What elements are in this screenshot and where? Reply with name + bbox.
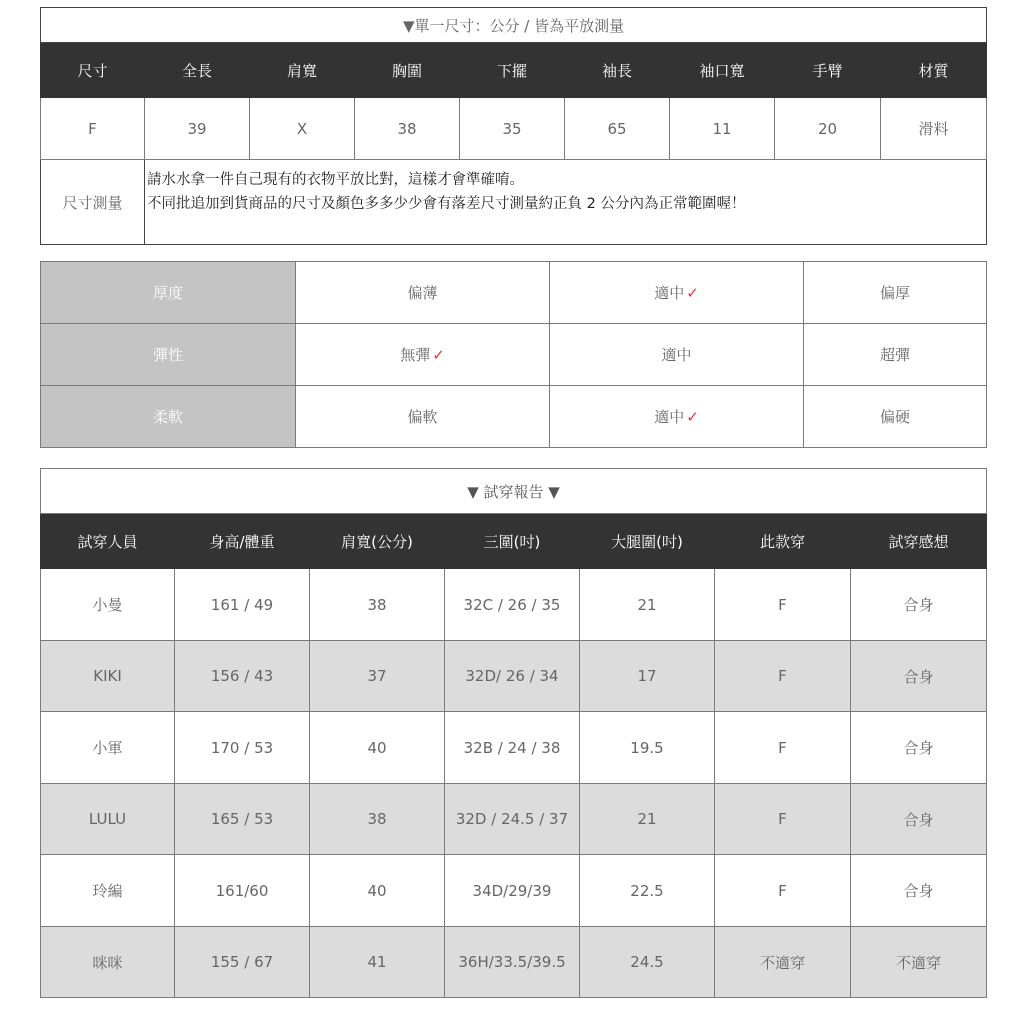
size-note-row xyxy=(41,160,987,245)
report-row xyxy=(41,927,987,998)
size-table-caption: ▼單一尺寸：公分 / 皆為平放測量 xyxy=(41,8,987,43)
report-cell: LULU xyxy=(41,784,175,855)
fabric-attr-label: 柔軟 xyxy=(41,386,296,448)
report-cell: 32C / 26 / 35 xyxy=(445,569,580,641)
report-cell: 小軍 xyxy=(41,712,175,784)
report-cell: 155 / 67 xyxy=(175,927,310,998)
fabric-option-label: 適中 xyxy=(654,284,685,302)
fabric-option-label: 適中 xyxy=(654,408,685,426)
report-cell: 玲編 xyxy=(41,855,175,927)
size-value-cell: 35 xyxy=(460,98,565,160)
size-value-cell: 39 xyxy=(145,98,250,160)
size-value-cell: 11 xyxy=(670,98,775,160)
size-note-line: 不同批追加到貨商品的尺寸及顏色多多少少會有落差尺寸測量約正負 2 公分內為正常範圍喔！ xyxy=(147,196,746,212)
report-cell: 合身 xyxy=(851,784,987,855)
report-header-cell: 試穿感想 xyxy=(851,514,987,569)
fabric-row xyxy=(41,324,987,386)
fabric-option-label: 偏軟 xyxy=(407,408,438,426)
size-header-cell: 袖口寬 xyxy=(670,43,775,98)
report-cell: 161 / 49 xyxy=(175,569,310,641)
report-cell: 不適穿 xyxy=(715,927,851,998)
report-row xyxy=(41,641,987,712)
report-cell: 41 xyxy=(310,927,445,998)
fabric-option xyxy=(550,262,804,324)
fabric-option-label: 偏硬 xyxy=(879,408,910,426)
report-row xyxy=(41,569,987,641)
report-cell: 19.5 xyxy=(580,712,715,784)
fabric-row xyxy=(41,386,987,448)
report-cell: 32D/ 26 / 34 xyxy=(445,641,580,712)
fabric-option-label: 無彈 xyxy=(400,346,431,364)
report-cell: 不適穿 xyxy=(851,927,987,998)
report-table xyxy=(40,468,987,998)
size-value-cell: F xyxy=(41,98,145,160)
size-value-cell: 滑料 xyxy=(881,98,987,160)
report-cell: 合身 xyxy=(851,641,987,712)
fabric-option xyxy=(296,262,550,324)
fabric-option xyxy=(550,324,804,386)
report-cell: F xyxy=(715,784,851,855)
report-cell: KIKI xyxy=(41,641,175,712)
fabric-option xyxy=(296,386,550,448)
report-cell: 22.5 xyxy=(580,855,715,927)
fabric-option xyxy=(296,324,550,386)
report-cell: 38 xyxy=(310,569,445,641)
size-value-cell: 38 xyxy=(355,98,460,160)
fabric-table xyxy=(40,261,987,448)
report-header-cell: 肩寬(公分) xyxy=(310,514,445,569)
report-cell: 咪咪 xyxy=(41,927,175,998)
size-header-cell: 全長 xyxy=(145,43,250,98)
size-value-cell: X xyxy=(250,98,355,160)
report-cell: 37 xyxy=(310,641,445,712)
size-header-cell: 尺寸 xyxy=(41,43,145,98)
fabric-option-label: 超彈 xyxy=(879,346,910,364)
report-cell: 小曼 xyxy=(41,569,175,641)
report-header-row xyxy=(41,514,987,569)
size-header-cell: 肩寬 xyxy=(250,43,355,98)
report-cell: 17 xyxy=(580,641,715,712)
report-cell: F xyxy=(715,855,851,927)
size-note-text xyxy=(145,160,987,245)
fabric-option-label: 適中 xyxy=(661,346,692,364)
report-cell: F xyxy=(715,569,851,641)
report-header-cell: 試穿人員 xyxy=(41,514,175,569)
report-row xyxy=(41,784,987,855)
fabric-option xyxy=(804,386,987,448)
report-cell: 165 / 53 xyxy=(175,784,310,855)
report-cell: 38 xyxy=(310,784,445,855)
fabric-option xyxy=(550,386,804,448)
report-cell: 40 xyxy=(310,855,445,927)
fabric-option-label: 偏薄 xyxy=(407,284,438,302)
size-note-line: 請水水拿一件自己現有的衣物平放比對，這樣才會準確唷。 xyxy=(147,172,524,188)
report-cell: F xyxy=(715,641,851,712)
report-cell: 合身 xyxy=(851,712,987,784)
report-cell: 24.5 xyxy=(580,927,715,998)
report-header-cell: 三圍(吋) xyxy=(445,514,580,569)
size-header-cell: 胸圍 xyxy=(355,43,460,98)
fabric-attr-label: 彈性 xyxy=(41,324,296,386)
report-cell: 32B / 24 / 38 xyxy=(445,712,580,784)
fabric-option xyxy=(804,324,987,386)
report-table-caption: ▼ 試穿報告 ▼ xyxy=(41,469,987,514)
report-cell: 21 xyxy=(580,784,715,855)
size-header-cell: 袖長 xyxy=(565,43,670,98)
fabric-option-label: 偏厚 xyxy=(879,284,910,302)
report-cell: 34D/29/39 xyxy=(445,855,580,927)
report-header-cell: 大腿圍(吋) xyxy=(580,514,715,569)
report-cell: 170 / 53 xyxy=(175,712,310,784)
size-note-label: 尺寸測量 xyxy=(41,160,145,245)
check-mark-icon: ✓ xyxy=(432,346,445,364)
report-cell: 合身 xyxy=(851,855,987,927)
report-header-cell: 身高/體重 xyxy=(175,514,310,569)
report-cell: 合身 xyxy=(851,569,987,641)
size-header-row xyxy=(41,43,987,98)
size-header-cell: 材質 xyxy=(881,43,987,98)
report-row xyxy=(41,712,987,784)
check-mark-icon: ✓ xyxy=(686,284,699,302)
report-cell: 32D / 24.5 / 37 xyxy=(445,784,580,855)
fabric-row xyxy=(41,262,987,324)
report-row xyxy=(41,855,987,927)
report-cell: 36H/33.5/39.5 xyxy=(445,927,580,998)
size-header-cell: 手臂 xyxy=(775,43,881,98)
size-header-cell: 下擺 xyxy=(460,43,565,98)
report-cell: 21 xyxy=(580,569,715,641)
report-cell: 156 / 43 xyxy=(175,641,310,712)
size-value-cell: 65 xyxy=(565,98,670,160)
size-value-cell: 20 xyxy=(775,98,881,160)
fabric-option xyxy=(804,262,987,324)
report-cell: F xyxy=(715,712,851,784)
check-mark-icon: ✓ xyxy=(686,408,699,426)
report-cell: 40 xyxy=(310,712,445,784)
fabric-attr-label: 厚度 xyxy=(41,262,296,324)
size-value-row xyxy=(41,98,987,160)
report-cell: 161/60 xyxy=(175,855,310,927)
report-header-cell: 此款穿 xyxy=(715,514,851,569)
size-table xyxy=(40,7,987,245)
